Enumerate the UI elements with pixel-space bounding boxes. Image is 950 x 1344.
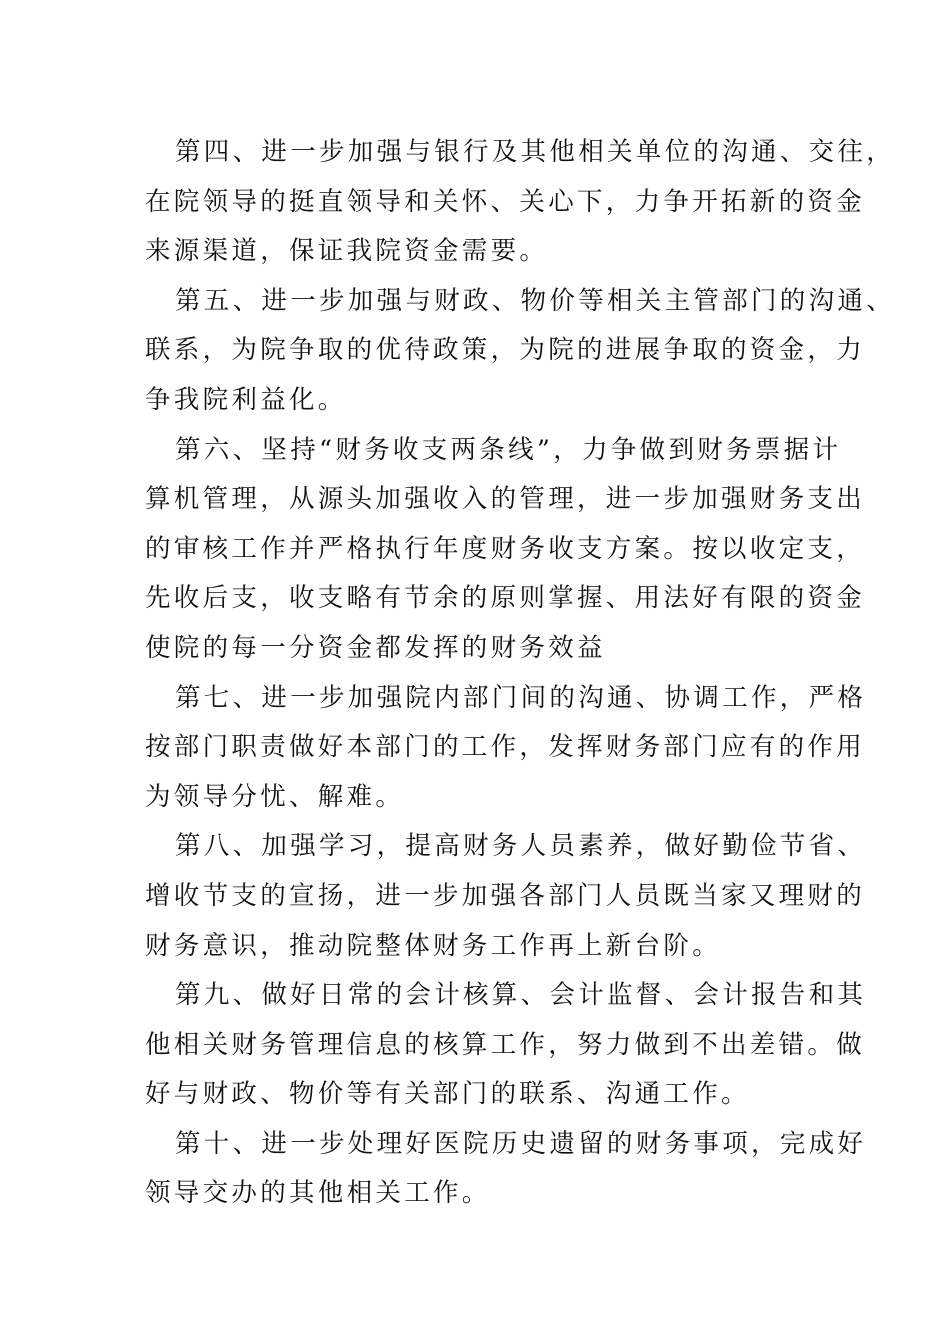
paragraph-7 [145, 674, 867, 823]
text-line: 增收节支的宣扬，进一步加强各部门人员既当家又理财的 [145, 880, 866, 911]
text-line: 第五、进一步加强与财政、物价等相关主管部门的沟通、 [175, 285, 896, 316]
text-line: 第四、进一步加强与银行及其他相关单位的沟通、交往， [175, 137, 896, 167]
document-body [145, 128, 896, 1219]
text-line: 在院领导的挺直领导和关怀、关心下，力争开拓新的资金 [145, 186, 866, 217]
text-line: 来源渠道，保证我院资金需要。 [145, 236, 549, 267]
text-line: 第七、进一步加强院内部门间的沟通、协调工作，严格 [175, 682, 867, 713]
text-line: 争我院利益化。 [145, 384, 347, 415]
text-line: 按部门职责做好本部门的工作，发挥财务部门应有的作用 [145, 732, 866, 763]
paragraph-8 [145, 822, 867, 971]
paragraph-4 [145, 128, 896, 277]
paragraph-9 [145, 971, 867, 1120]
text-line: 的审核工作并严格执行年度财务收支方案。按以收定支， [145, 533, 866, 564]
text-line: 先收后支，收支略有节余的原则掌握、用法好有限的资金 [145, 583, 866, 614]
text-line: 第十、进一步处理好医院历史遗留的财务事项，完成好 [175, 1128, 867, 1159]
text-line: 他相关财务管理信息的核算工作，努力做到不出差错。做 [145, 1029, 866, 1060]
paragraph-5 [145, 277, 896, 426]
text-line: 第八、加强学习，提高财务人员素养，做好勤俭节省、 [175, 831, 867, 862]
text-line: 领导交办的其他相关工作。 [145, 1178, 491, 1209]
text-line: 算机管理，从源头加强收入的管理，进一步加强财务支出 [145, 484, 866, 515]
text-line: 使院的每一分资金都发挥的财务效益 [145, 632, 606, 663]
paragraph-6 [145, 426, 866, 674]
text-line: 财务意识，推动院整体财务工作再上新台阶。 [145, 930, 722, 961]
text-line: 第九、做好日常的会计核算、会计监督、会计报告和其 [175, 980, 867, 1011]
text-line: 第六、坚持“财务收支两条线”，力争做到财务票据计 [175, 434, 842, 465]
paragraph-10 [145, 1120, 867, 1219]
text-line: 好与财政、物价等有关部门的联系、沟通工作。 [145, 1079, 750, 1110]
text-line: 为领导分忧、解难。 [145, 781, 405, 812]
text-line: 联系，为院争取的优待政策，为院的进展争取的资金，力 [145, 335, 866, 366]
